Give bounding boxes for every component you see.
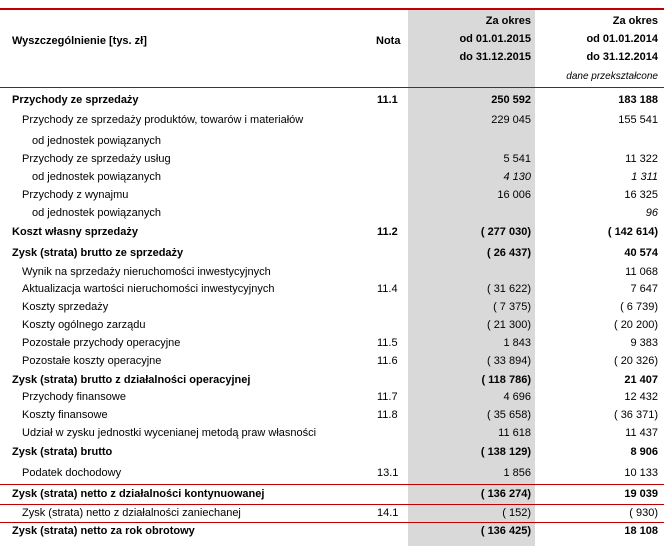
row-value-2015: ( 26 437) bbox=[486, 247, 531, 259]
row-value-2015: ( 152) bbox=[502, 507, 531, 519]
row-label: Przychody ze sprzedaży bbox=[12, 94, 139, 106]
top-border bbox=[0, 8, 664, 10]
row-value-2014: 183 188 bbox=[618, 94, 658, 106]
row-value-2015: ( 136 274) bbox=[480, 488, 531, 500]
row-value-2014: ( 20 200) bbox=[613, 319, 658, 331]
row-value-2015: 16 006 bbox=[497, 189, 531, 201]
period-2014-line1: Za okres bbox=[612, 15, 658, 27]
row-value-2014: ( 20 326) bbox=[613, 355, 658, 367]
row-value-2014: 7 647 bbox=[630, 283, 658, 295]
row-value-2015: 229 045 bbox=[491, 114, 531, 126]
row-label: od jednostek powiązanych bbox=[32, 171, 162, 183]
row-label: Zysk (strata) netto z działalności kontynuowanej bbox=[12, 488, 265, 500]
row-value-2015: ( 21 300) bbox=[486, 319, 531, 331]
row-value-2014: 11 322 bbox=[625, 153, 658, 165]
row-value-2014: 155 541 bbox=[618, 114, 658, 126]
period-2015-line1: Za okres bbox=[485, 15, 531, 27]
row-label: Przychody finansowe bbox=[22, 391, 126, 403]
header-separator bbox=[0, 87, 664, 88]
row-note: 13.1 bbox=[377, 467, 399, 479]
row-value-2014: 19 039 bbox=[624, 488, 658, 500]
row-label: Aktualizacja wartości nieruchomości inwestycyjnych bbox=[22, 283, 275, 295]
row-label: Udział w zysku jednostki wycenianej metodą praw własności bbox=[22, 427, 317, 439]
row-label: Wynik na sprzedaży nieruchomości inwestycyjnych bbox=[22, 266, 271, 278]
row-label: Koszty sprzedaży bbox=[22, 301, 109, 313]
row-label: Koszty ogólnego zarządu bbox=[22, 319, 146, 331]
row-label: Przychody ze sprzedaży produktów, towarów i materiałów bbox=[22, 114, 304, 126]
row-label: Koszty finansowe bbox=[22, 409, 108, 421]
description-header: Wyszczególnienie [tys. zł] bbox=[12, 35, 147, 47]
separator-before-continuing bbox=[0, 484, 664, 485]
row-label: Zysk (strata) brutto z działalności operacyjnej bbox=[12, 374, 251, 386]
row-value-2014: 10 133 bbox=[624, 467, 658, 479]
row-value-2014: 40 574 bbox=[624, 247, 658, 259]
row-value-2014: ( 36 371) bbox=[613, 409, 658, 421]
row-note: 14.1 bbox=[377, 507, 399, 519]
restated-data-note: dane przekształcone bbox=[566, 71, 658, 82]
period-2014-line2: od 01.01.2014 bbox=[586, 33, 658, 45]
row-value-2015: 5 541 bbox=[503, 153, 531, 165]
row-value-2015: ( 136 425) bbox=[480, 525, 531, 537]
row-value-2015: ( 118 786) bbox=[481, 374, 531, 386]
row-value-2015: 11 618 bbox=[498, 427, 531, 439]
period-2014-line3: do 31.12.2014 bbox=[586, 51, 658, 63]
row-label: Przychody z wynajmu bbox=[22, 189, 129, 201]
row-note: 11.4 bbox=[377, 283, 398, 295]
row-label: Przychody ze sprzedaży usług bbox=[22, 153, 171, 165]
row-value-2015: 1 856 bbox=[503, 467, 531, 479]
row-note: 11.2 bbox=[377, 226, 398, 238]
row-value-2014: 96 bbox=[645, 207, 658, 219]
row-note: 11.7 bbox=[377, 391, 398, 403]
row-value-2015: ( 7 375) bbox=[493, 301, 531, 313]
row-label: Zysk (strata) brutto ze sprzedaży bbox=[12, 247, 184, 259]
row-value-2014: 12 432 bbox=[624, 391, 658, 403]
row-label: Koszt własny sprzedaży bbox=[12, 226, 138, 238]
row-note: 11.1 bbox=[377, 94, 398, 106]
row-value-2014: ( 930) bbox=[629, 507, 658, 519]
row-label: Pozostałe przychody operacyjne bbox=[22, 337, 181, 349]
row-value-2015: 250 592 bbox=[491, 94, 531, 106]
row-label: Podatek dochodowy bbox=[22, 467, 122, 479]
row-value-2014: 8 906 bbox=[630, 446, 658, 458]
row-value-2014: 1 311 bbox=[631, 171, 658, 183]
row-label: od jednostek powiązanych bbox=[32, 207, 162, 219]
row-value-2014: 16 325 bbox=[624, 189, 658, 201]
row-label: Zysk (strata) netto z działalności zaniechanej bbox=[22, 507, 241, 519]
row-label: Zysk (strata) brutto bbox=[12, 446, 113, 458]
row-value-2014: 11 068 bbox=[625, 266, 658, 278]
row-label: Zysk (strata) netto za rok obrotowy bbox=[12, 525, 195, 537]
separator-before-discontinued bbox=[0, 504, 664, 505]
row-value-2015: 4 130 bbox=[503, 171, 531, 183]
row-label: od jednostek powiązanych bbox=[32, 135, 162, 147]
period-2015-line2: od 01.01.2015 bbox=[459, 33, 531, 45]
row-note: 11.5 bbox=[377, 337, 398, 349]
separator-before-net-result bbox=[0, 522, 664, 523]
row-value-2014: 9 383 bbox=[630, 337, 658, 349]
row-label: Pozostałe koszty operacyjne bbox=[22, 355, 162, 367]
row-value-2015: 1 843 bbox=[503, 337, 531, 349]
row-value-2014: 18 108 bbox=[624, 525, 658, 537]
row-value-2015: 4 696 bbox=[503, 391, 531, 403]
row-value-2014: 11 437 bbox=[625, 427, 658, 439]
period-2015-line3: do 31.12.2015 bbox=[459, 51, 531, 63]
note-header: Nota bbox=[376, 35, 401, 47]
row-value-2015: ( 277 030) bbox=[480, 226, 531, 238]
row-value-2015: ( 33 894) bbox=[486, 355, 531, 367]
row-note: 11.6 bbox=[377, 355, 398, 367]
row-value-2014: ( 142 614) bbox=[607, 226, 658, 238]
row-value-2015: ( 138 129) bbox=[480, 446, 531, 458]
row-note: 11.8 bbox=[377, 409, 398, 421]
row-value-2015: ( 31 622) bbox=[486, 283, 531, 295]
row-value-2015: ( 35 658) bbox=[486, 409, 531, 421]
row-value-2014: ( 6 739) bbox=[620, 301, 658, 313]
row-value-2014: 21 407 bbox=[624, 374, 658, 386]
